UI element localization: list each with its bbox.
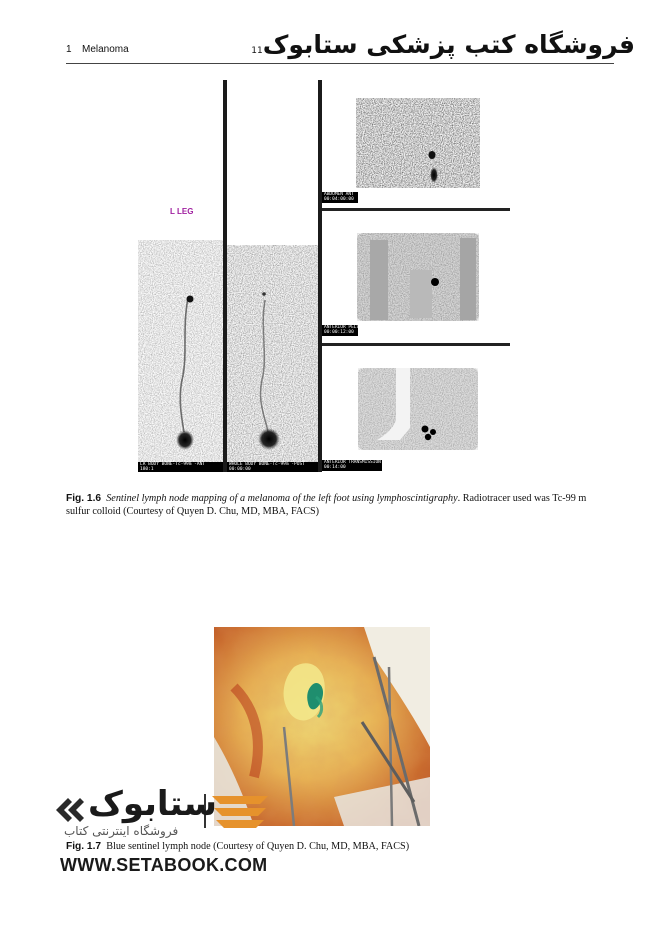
caption-italic-text: Sentinel lymph node mapping of a melanoma of the left foot using lymphoscintigraphy: [106, 493, 458, 504]
bottom-right-scan-label: ANTERIOR TRANSMISSION FEET 00:14:00: [324, 460, 395, 470]
brand-banner: [251, 30, 635, 59]
lymphoscintigraphy-figure: [138, 80, 510, 472]
top-right-scan-label: ABDOMEN ANT 00:04:00:00: [324, 192, 354, 202]
setabook-url: WWW.SETABOOK.COM: [60, 855, 268, 875]
caption-label-1-7: Fig. 1.7: [66, 841, 102, 852]
left-scan-label: LR BODY BONE-Tc-99m -ANT 180:1: [140, 462, 206, 472]
setabook-subtitle: فروشگاه اینترنتی کتاب: [64, 824, 179, 838]
panel-divider-right: [318, 80, 322, 472]
scintigraphy-image: [138, 80, 510, 472]
panel-divider: [223, 80, 227, 472]
bottom-right-feet-scan: [358, 368, 478, 450]
brand-banner-text: فروشگاه کتب پزشکی ستابوک: [262, 30, 635, 59]
middle-right-scan-label: ANTERIOR PELVIS 00:00:12:00: [324, 325, 365, 335]
header-rule: [66, 63, 614, 64]
caption-label: Fig. 1.6: [66, 493, 102, 504]
figure-1-7-caption: [66, 840, 592, 853]
figure-1-6-caption: [66, 492, 592, 518]
side-label: L LEG: [170, 207, 194, 216]
page-number: 11: [251, 46, 263, 56]
chapter-number: 1: [66, 44, 72, 55]
chapter-title: Melanoma: [82, 44, 129, 55]
caption-text-1-7: Blue sentinel lymph node (Courtesy of Quyen D. Chu, MD, MBA, FACS): [106, 841, 410, 852]
middle-scan-label: WHOLE BODY BONE-Tc-99m -POST 00:00:00: [229, 462, 305, 472]
caption-text: . Radiotracer used was Tc-99 m sulfur colloid (Courtesy of Quyen D. Chu, MD, MBA, FACS): [66, 493, 587, 517]
setabook-logo-text: ستابوک: [88, 784, 217, 824]
left-leg-anterior-scan: [138, 240, 223, 472]
middle-posterior-scan: [227, 245, 318, 472]
